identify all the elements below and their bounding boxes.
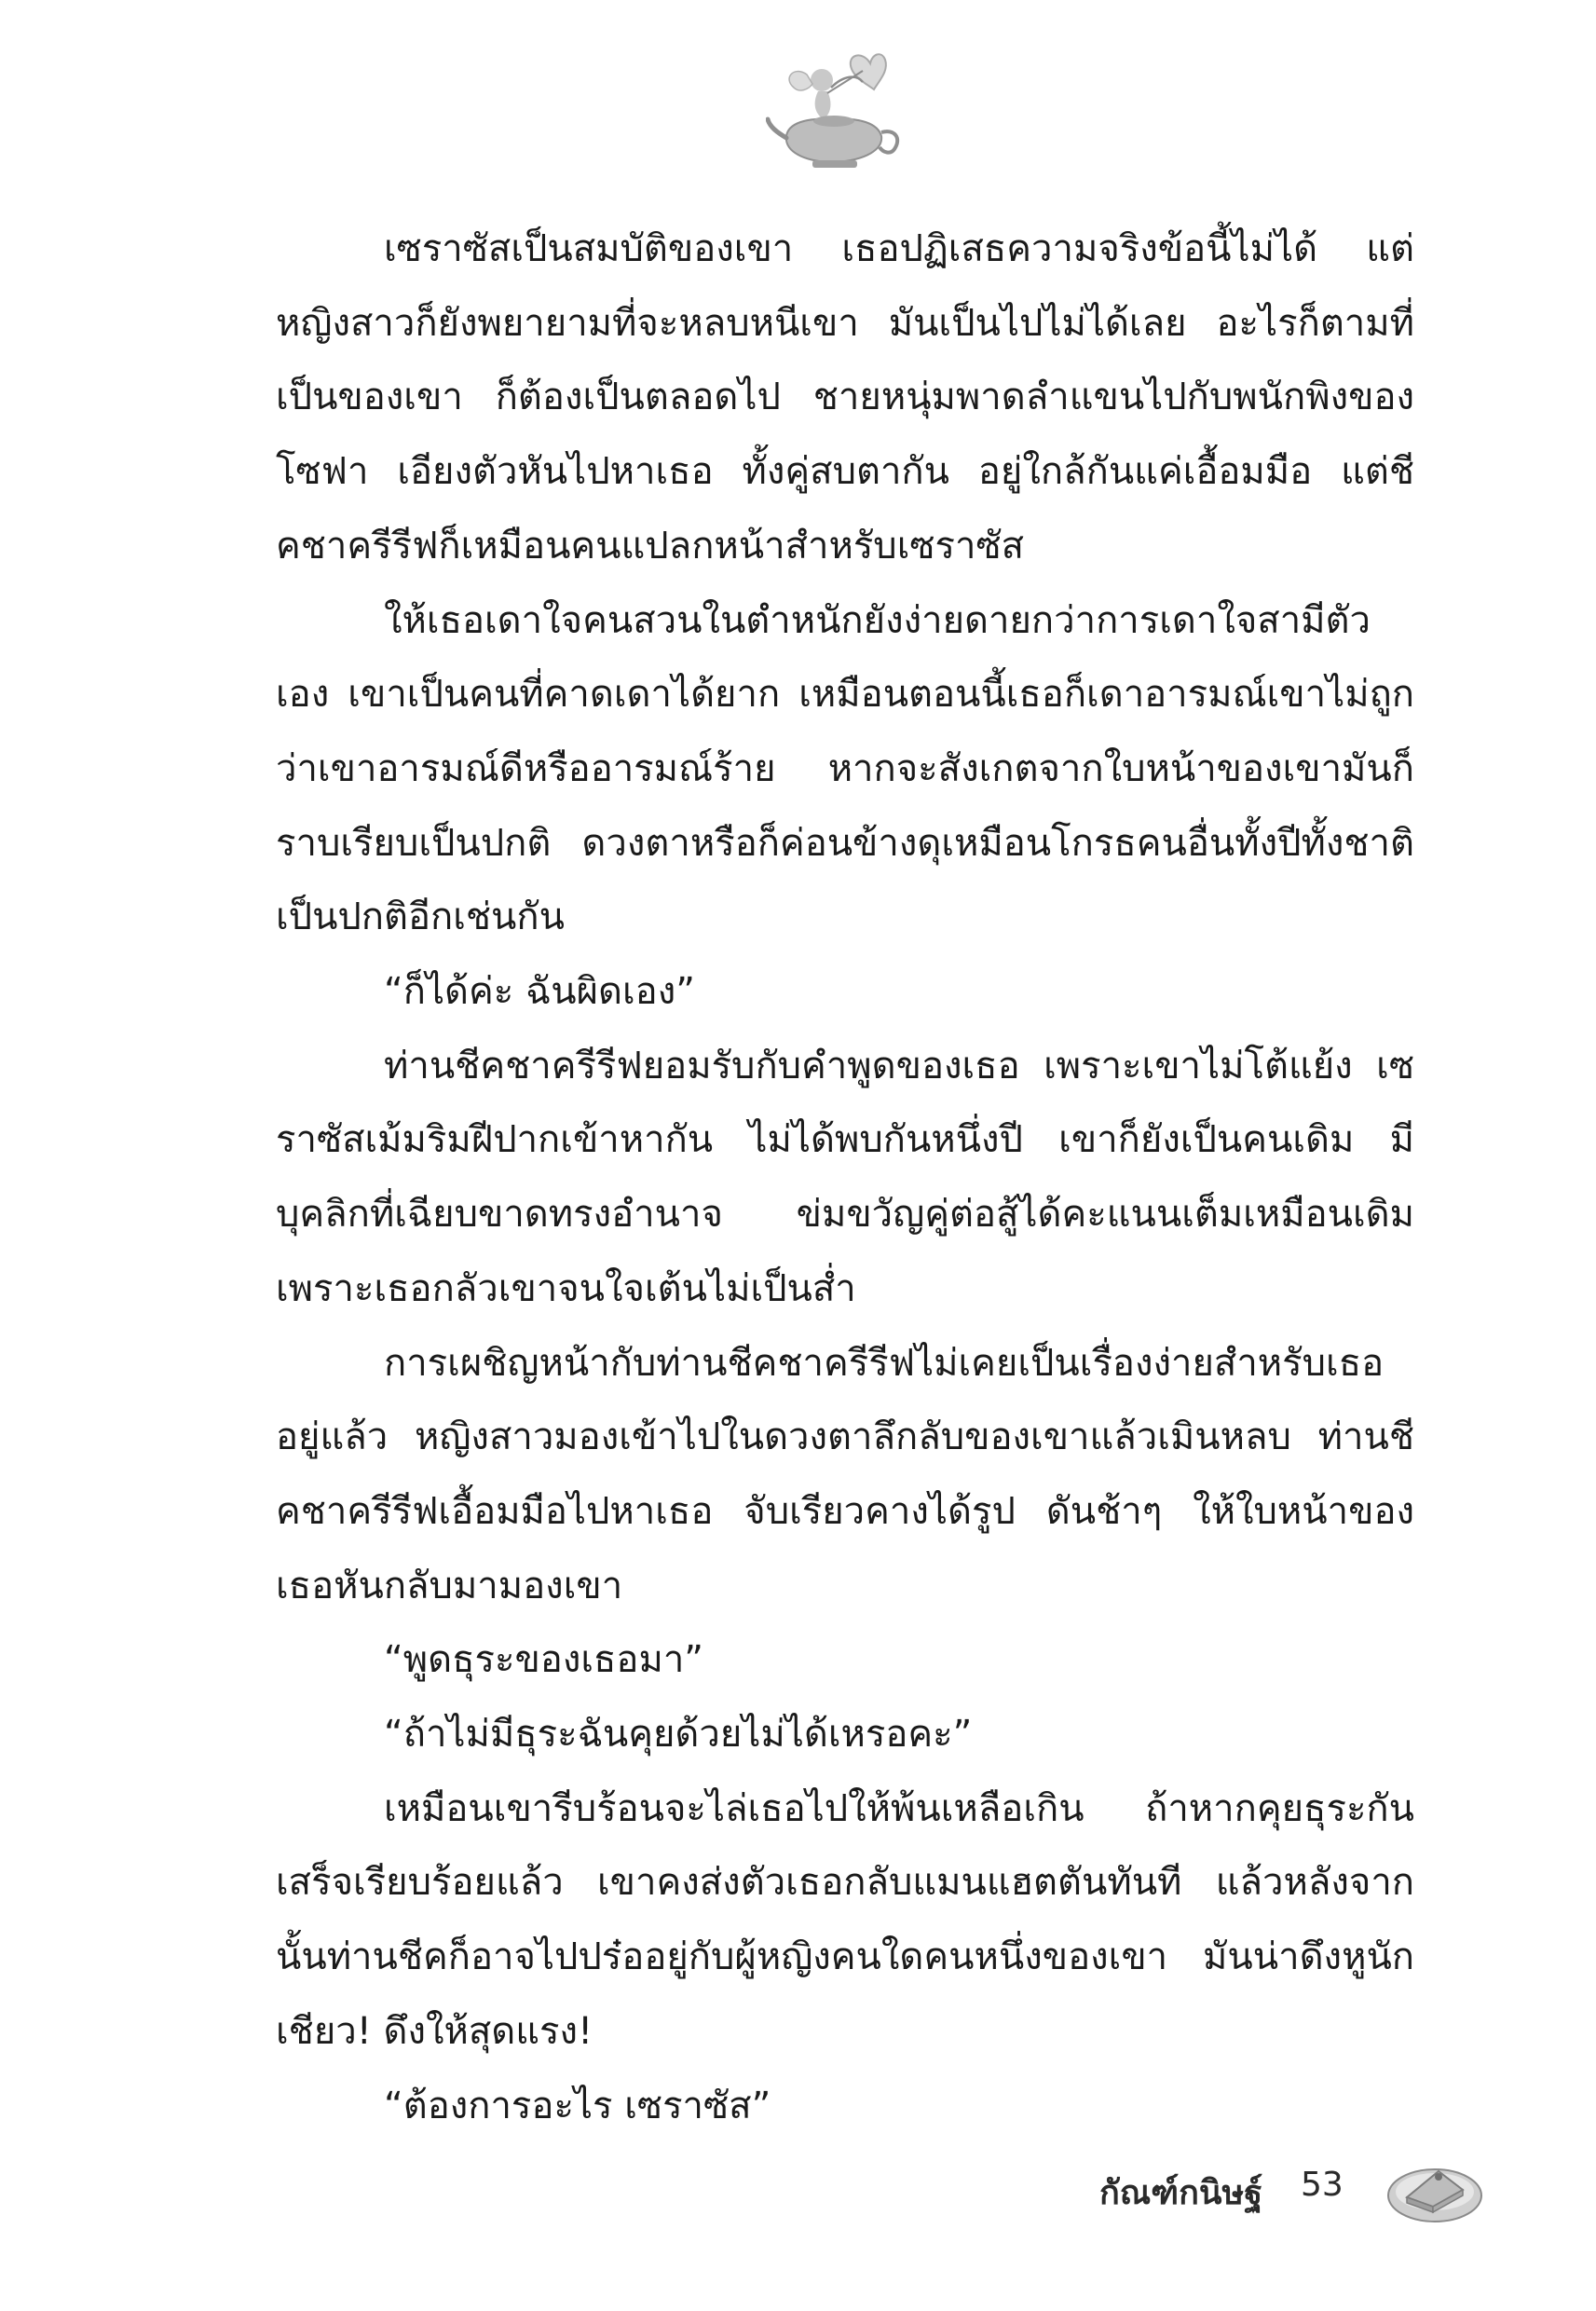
cake-slice-icon bbox=[1381, 2153, 1483, 2227]
dialogue-line: “ถ้าไม่มีธุระฉันคุยด้วยไม่ได้เหรอคะ” bbox=[384, 1713, 973, 1757]
paragraph: เหมือนเขารีบร้อนจะไล่เธอไปให้พ้นเหลือเกิน ถ้าหากคุยธุระกันเสร็จเรียบร้อยแล้ว เขาคงส่งตัวเธอกลับแมนแฮตตันทันที แล้วหลังจากนั้นท่านชีคก็อาจไปปร๋ออยู่กับผู้หญิงคนใดคนหนึ่งของเขา มันน่าดึงหูนักเชียว! ดึงให้สุดแรง! bbox=[276, 1786, 1414, 2053]
paragraph: การเผชิญหน้ากับท่านชีคชาครีรีฟไม่เคยเป็นเรื่องง่ายสำหรับเธออยู่แล้ว หญิงสาวมองเข้าไปในดวงตาลึกลับของเขาแล้วเมินหลบ ท่านชีคชาครีรีฟเอื้อมมือไปหาเธอ จับเรียวคางได้รูป ดันช้าๆ ให้ใบหน้าของเธอหันกลับมามองเขา bbox=[276, 1341, 1414, 1607]
paragraph: เซราซัสเป็นสมบัติของเขา เธอปฏิเสธความจริงข้อนี้ไม่ได้ แต่หญิงสาวก็ยังพยายามที่จะหลบหนีเขา มันเป็นไปไม่ได้เลย อะไรก็ตามที่เป็นของเขา ก็ต้องเป็นตลอดไป ชายหนุ่มพาดลำแขนไปกับพนักพิงของโซฟา เอียงตัวหันไปหาเธอ ทั้งคู่สบตากัน อยู่ใกล้กันแค่เอื้อมมือ แต่ชีคชาครีรีฟก็เหมือนคนแปลกหน้าสำหรับเซราซัส bbox=[276, 227, 1414, 567]
dialogue-line: “ก็ได้ค่ะ ฉันผิดเอง” bbox=[384, 970, 695, 1014]
dialogue-line: “ต้องการอะไร เซราซัส” bbox=[384, 2084, 771, 2127]
dialogue-line: “พูดธุระของเธอมา” bbox=[384, 1638, 704, 1682]
page-number: 53 bbox=[1301, 2166, 1344, 2204]
book-title: กัณฑ์กนิษฐ์ bbox=[1099, 2174, 1263, 2212]
cupid-teapot-ornament-icon bbox=[766, 47, 906, 177]
paragraph: ให้เธอเดาใจคนสวนในตำหนักยังง่ายดายกว่าการเดาใจสามีตัวเอง เขาเป็นคนที่คาดเดาได้ยาก เหมือนตอนนี้เธอก็เดาอารมณ์เขาไม่ถูก ว่าเขาอารมณ์ดีหรืออารมณ์ร้าย หากจะสังเกตจากใบหน้าของเขามันก็ราบเรียบเป็นปกติ ดวงตาหรือก็ค่อนข้างดุเหมือนโกรธคนอื่นทั้งปีทั้งชาติเป็นปกติอีกเช่นกัน bbox=[276, 598, 1414, 939]
chapter-body bbox=[276, 212, 1414, 2143]
paragraph: ท่านชีคชาครีรีฟยอมรับกับคำพูดของเธอ เพราะเขาไม่โต้แย้ง เซราซัสเม้มริมฝีปากเข้าหากัน ไม่ได้พบกันหนึ่งปี เขาก็ยังเป็นคนเดิม มีบุคลิกที่เฉียบขาดทรงอำนาจ ข่มขวัญคู่ต่อสู้ได้คะแนนเต็มเหมือนเดิม เพราะเธอกลัวเขาจนใจเต้นไม่เป็นส่ำ bbox=[276, 1044, 1414, 1310]
page-footer bbox=[1090, 2153, 1537, 2227]
